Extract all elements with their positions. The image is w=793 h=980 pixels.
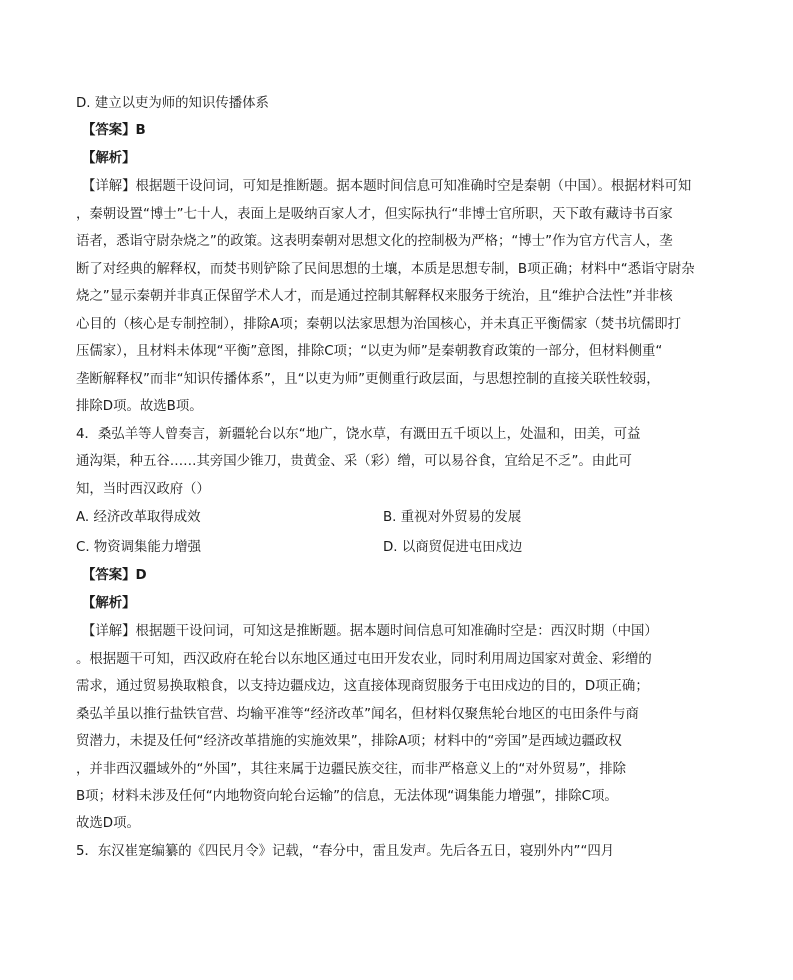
q3-detail-line: 断了对经典的解释权，而焚书则铲除了民间思想的土壤，本质是思想专制，B项正确；材料中“悉诣守尉杂 xyxy=(76,262,695,277)
q3-detail-line: 语者，悉诣守尉杂烧之”的政策。这表明秦朝对思想文化的控制极为严格；“博士”作为官方代言人，垄 xyxy=(76,234,673,249)
q3-detail-line: ，秦朝设置“博士”七十人，表面上是吸纳百家人才，但实际执行“非博士官所职，天下敢有藏诗书百家 xyxy=(76,207,673,222)
q3-analysis-label: 【解析】 xyxy=(82,151,136,166)
q3-detail-line: 压儒家），且材料未体现“平衡”意图，排除C项；“以吏为师”是秦朝教育政策的一部分，但材料侧重“ xyxy=(76,344,663,359)
q4-detail-line: 贸潜力，未提及任何“经济改革措施的实施效果”，排除A项；材料中的“旁国”是西域边疆政权 xyxy=(76,734,622,749)
q3-answer: 【答案】B xyxy=(82,123,146,138)
q4-detail-line: 桑弘羊虽以推行盐铁官营、均输平准等“经济改革”闻名，但材料仅聚焦轮台地区的屯田条件与商 xyxy=(76,707,639,722)
q4-detail-line: 【详解】根据题干设问词，可知这是推断题。据本题时间信息可知准确时空是：西汉时期（中国） xyxy=(82,624,658,639)
q3-detail-line: 心目的（核心是专制控制），排除A项；秦朝以法家思想为治国核心，并未真正平衡儒家（焚书坑儒即打 xyxy=(76,317,682,332)
q3-option-d: D. 建立以吏为师的知识传播体系 xyxy=(76,96,269,111)
q4-detail-line: ，并非西汉疆域外的“外国”，其往来属于边疆民族交往，而非严格意义上的“对外贸易”，排除 xyxy=(76,762,626,777)
q3-detail-line: 排除D项。故选B项。 xyxy=(76,399,203,414)
q4-detail-line: 故选D项。 xyxy=(76,816,140,831)
q4-detail-line: 。根据题干可知，西汉政府在轮台以东地区通过屯田开发农业，同时利用周边国家对黄金、彩缯的 xyxy=(76,652,652,667)
q3-detail-line: 【详解】根据题干设问词，可知是推断题。据本题时间信息可知准确时空是秦朝（中国）。根据材料可知 xyxy=(82,179,692,194)
q4-stem-line: 知，当时西汉政府（） xyxy=(76,482,210,497)
q4-answer: 【答案】D xyxy=(82,568,147,583)
q4-option-a: A. 经济改革取得成效 xyxy=(76,510,201,525)
q4-option-b: B. 重视对外贸易的发展 xyxy=(383,510,522,525)
q4-analysis-label: 【解析】 xyxy=(82,596,136,611)
q4-stem-line: 通沟渠，种五谷……其旁国少锥刀，贵黄金、采（彩）缯，可以易谷食，宜给足不乏”。由此可 xyxy=(76,454,632,469)
q3-detail-line: 垄断解释权”而非“知识传播体系”，且“以吏为师”更侧重行政层面，与思想控制的直接关联性较弱， xyxy=(76,372,660,387)
q4-option-c: C. 物资调集能力增强 xyxy=(76,540,201,555)
q5-stem-line: 5．东汉崔寔编纂的《四民月令》记载，“春分中，雷且发声。先后各五日，寝别外内”“四月 xyxy=(76,844,615,859)
q3-detail-line: 烧之”显示秦朝并非真正保留学术人才，而是通过控制其解释权来服务于统治，且“维护合法性”并非核 xyxy=(76,289,673,304)
q4-detail-line: B项；材料未涉及任何“内地物资向轮台运输”的信息，无法体现“调集能力增强”，排除C项。 xyxy=(76,789,618,804)
q4-option-d: D. 以商贸促进屯田戍边 xyxy=(383,540,523,555)
q4-detail-line: 需求，通过贸易换取粮食，以支持边疆戍边，这直接体现商贸服务于屯田戍边的目的，D项正确； xyxy=(76,679,649,694)
q4-stem-line: 4．桑弘羊等人曾奏言，新疆轮台以东“地广，饶水草，有溉田五千顷以上，处温和，田美，可益 xyxy=(76,427,641,442)
